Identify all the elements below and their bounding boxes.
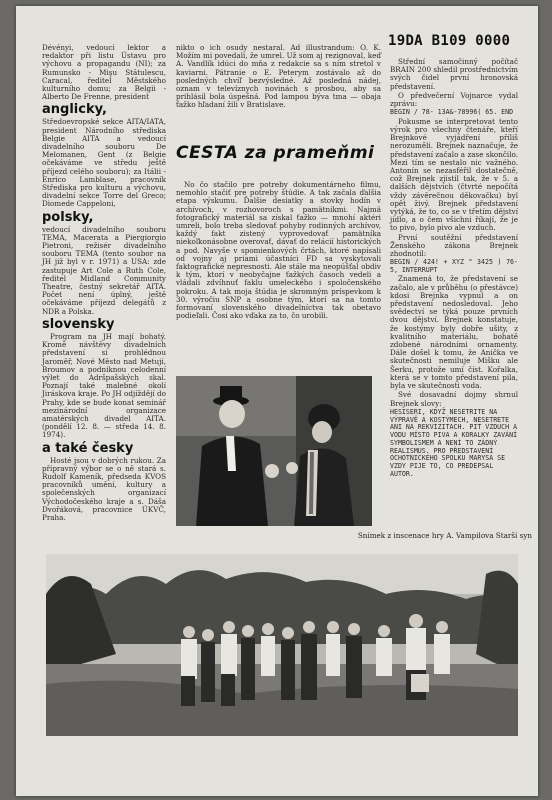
column-left [42,44,166,523]
right-p6: Své dosavadní dojmy shrnul Brejnek slovy: [390,390,518,408]
polish-paragraph: vedoucí divadelního souboru TEMA, Macerata a Piergiorgio Pietroni, režisér divadelního souboru TEMA (tento soubor na JH již byl v r. 1971) a USA: zde zastupuje Art Cole a Ruth Cole, ředitel Midland Community Theatre, čestný sekretář AITA. Počet není úplný, ještě očekáváme příjezd delegátů z NDR a Polska. [42,224,166,316]
english-paragraph: Středoevropské sekce AITA/IATA, president Národního střediska Belgie AITA a vedoucí divadelního souboru De Melomanen, Gent (z Belgie očekáváme ve středu ještě příjezd celého souboru); za Itálii - Enrico Lamblase, pracovník Střediska pro kulturu a výchovu, divadelní sekce Torre del Greco; Diomede Cappeloni, [42,117,166,209]
right-p4: První soutěžní představení Ženského zákona Brejnek zhodnotil: [390,232,518,259]
intro-paragraph: Dévényi, vedoucí lektor a redaktor při listu Ústavu pro výchovu a propagandu (NI); za Rumunsko - Mişu Stătulescu, Caracal, ředitel Městského kulturního domu; za Belgii - Alberto De Frenne, president [42,43,166,102]
slovak-paragraph: Program na JH mají bohatý. Kromě návštěvy divadelních představení si prohlédnou Jaroměř, Nové Město nad Metují, Broumov a podniknou celodenní výlet do Adršpašských skal. Poznají také malebné okolí Jiráskova kraje. Po JH odjíždějí do Prahy, kde se bude konat seminář mezinárodní organizace amatérských divadel AITA. (pondělí 12. 8. — středa 14. 8. 1974). [42,331,166,440]
right-code-2: BEGIN / 424! + XYZ " 3425 ) 76-5, INTERRUPT [390,258,518,274]
heading-polish: polsky, [42,209,94,225]
column-middle-top [176,44,381,111]
right-p1: Střední samočinný počítač BRAIN 200 shledil prostřednictvím svých čidel první hronovská představení. [390,57,518,91]
heading-english: anglicky, [42,102,107,118]
theatre-photo [176,376,372,526]
article-title: CESTA za prameňmi [176,143,375,163]
middle-body-paragraph: No čo stačilo pre potreby dokumentárneho filmu, nemohlo stačiť pre potreby štúdie. A tak začala ďalšia etapa výskumu. Ďalšie desiatky a stovky hodín v archívoch, v rozhovoroch s pamätníkmi. Najmä fotografický materiál sa získal ťažko — mnohí aktéri umreli, bolo treba sledovať pohyby rodinných archívov, každý fakt zistený vyprovedovať pamätníka niekoľkonásobne overovať, dávať do relácií historických a pod. Navyše v spomienkových črtách, ktoré napísali od vojny aj priami účastníci FD sa vyskytovali faktografické nepresnosti. Ale stále ma neopúšťal obdiv k tým, ktorí v neobyčajne ťažkých časoch vedeli a vládali zdvíhnuť faklu umeleckého i spoločenského pokroku. A tak moja štúdia je skromným príspevkom k 30. výročiu SNP a osobne tým, ktorí sa na tomto formovaní slovenského divadelníctva tak obetavo podieľali. Čosi ako vďaka za to, čo urobili. [176,180,381,321]
theatre-photo-image [176,376,372,526]
heading-slovak: slovensky [42,316,115,332]
column-middle-body [176,181,381,321]
photo-caption: Snímek z inscenace hry A. Vampilova Starší syn [357,531,532,540]
magazine-page [16,6,538,796]
middle-top-paragraph: nikto o ich osudy nestaral. Ad illustrandum: O. K. Možím mi povedali, že umrel. Už som aj rezignoval, keď A. Vandlík idúci do mňa z redakcie sa s ním stretol v kaviarni. Pátranie o E. Peterym zostávalo až do posledných chvíľ bezvýsledné. Až posledná nádej, oznam v televíznych novinách s prosbou, aby sa prihlásil bola úspešná. Pod lampou býva tma — obaja ťažko hľadaní žili v Bratislave. [176,43,381,110]
right-caps-quote: HESISERI, KDYŽ NESETRITE NA VÝPRAVĚ A KOSTÝMECH, NESETRETE ANI NA REKVIZITACH. PIT VZDUCH A VODU MÍSTO PIVA A KORALKY ZAVÁNÍ SYMBOLISMEM A NENÍ TO ZÁDNÝ REALISMUS. PRO PŘEDSTAVENÍ OCHOTNICKÉHO SPOLKU MARYSA SE VZDY PIJE TO, CO PREDEPSAL AUTOR. [390,407,518,479]
outdoor-photo-image [46,554,518,736]
outdoor-group-photo [46,554,518,736]
czech-paragraph: Hosté jsou v dobrých rukou. Za přípravný výbor se o ně stará s. Rudolf Kameník, předseda KVOS pracovníků umění, kultury a společenských organizací Východočeského kraje a s. Dáša Dvořáková, pracovnice ÚKVČ, Praha. [42,455,166,522]
right-code-1: BEGIN / 78- 13A&-78996( 65. END [390,108,514,117]
header-code: 19DA B109 0000 [388,33,511,49]
right-p5: Znamená to, že představení se začalo, ale v průběhu (o přestávce) kdosi Brejnka vypnul a on představení nedosledoval. Jeho svědectví se týká pouze prvních dvou dějství. Brejnek konstatuje, že kostýmy byly dobře ušity, z kvalitního materiálu, bohatě zdobené národními ornamenty. Dále došel k tomu, že Anička ve skutečnosti nemiluje Mišku ale Šerku, protože umí číst. Kořalka, která se v tomto představení pila, byla ve skutečnosti voda. [390,274,518,391]
right-p2: O předvečerní Vojnarce vydal zprávu: [390,90,518,109]
right-p3: Pokusme se interpretovat tento výrok pro všechny čtenáře, kteří Brejnkové vyjádření příliš nerozuměli. Brejnek naznačuje, že představení začalo a zase skončilo. Mezi tím se nestalo nic važného. Antonín se nezasféřil dostatečně, což Brejnek zjistil tak, že v 5. a dalších dějstvích (čtvrté nepočítá vždy závěrečnou děkovačku) byl opět živý. Brejnek představení vytýká, že to, co se v třetím dějství jídlo, a o čem všichni říkají, že je to pivo, bylo pivo ale vzduch. [390,116,518,233]
heading-czech: a také česky [42,440,134,456]
column-right [390,58,518,480]
